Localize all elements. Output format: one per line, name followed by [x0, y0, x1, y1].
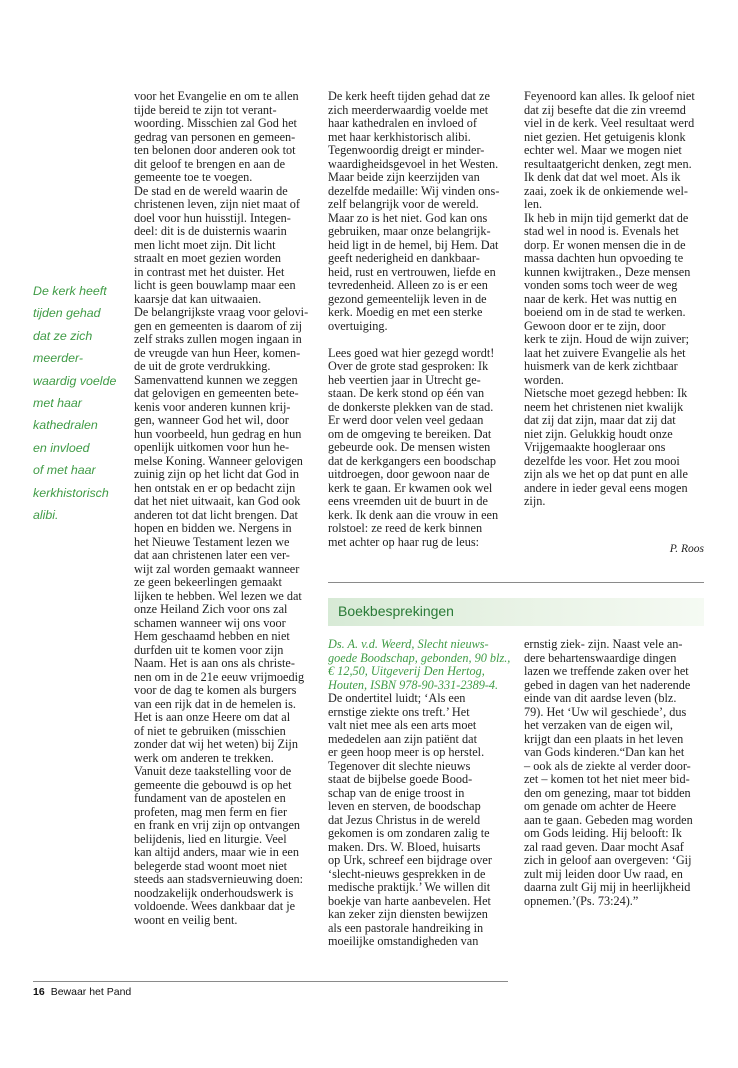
- review-column-2: [524, 638, 704, 908]
- text-line: lazen we treffende zaken over het: [524, 664, 689, 678]
- text-line: massa dachten hun opvoeding te: [524, 251, 684, 265]
- text-line: Over de grote stad gesproken: Ik: [328, 359, 489, 373]
- text-line: ten belonen door anderen ook tot: [134, 143, 296, 157]
- text-line: straalt en moet gezien worden: [134, 251, 281, 265]
- text-line: anderen tot dat licht brengen. Dat: [134, 507, 298, 522]
- text-line: kerk te gaan. Er kwamen ook wel: [328, 480, 493, 495]
- text-line: maken. Drs. W. Bloed, huisarts: [328, 839, 481, 854]
- text-line: Naam. Het is aan ons als christe-: [134, 656, 295, 670]
- text-line: Ik heb in mijn tijd gemerkt dat de: [524, 210, 689, 225]
- column-2-paragraph-2: [328, 347, 508, 550]
- section-divider: [328, 582, 704, 583]
- footer-rule: [33, 981, 508, 982]
- text-line: kunnen kwijtraken., Deze mensen: [524, 264, 691, 279]
- text-line: het verzaken van de eigen wil,: [524, 718, 673, 732]
- text-line: men licht moet zijn. Dit licht: [134, 237, 276, 252]
- text-line: zuinig zijn op het licht dat God in: [134, 467, 300, 481]
- review-text-1: [328, 692, 508, 949]
- text-line: niet gezien. Het getuigenis klonk: [524, 129, 686, 144]
- text-line: – ook als de ziekte al verder door-: [524, 758, 691, 773]
- text-line: huismerk van de kerk zichtbaar: [524, 359, 678, 373]
- text-line: Vrijgemaakte hoogleraar ons: [524, 440, 666, 454]
- text-line: Tegenwoordig dreigt er minder-: [328, 143, 485, 157]
- text-line: onze Heiland Zich voor ons zal: [134, 602, 288, 616]
- text-line: dat aan christenen later een ver-: [134, 548, 290, 562]
- text-line: dat zij dat zijn, maar dat zij dat: [524, 413, 676, 427]
- text-line: Hem geschaamd hebben en niet: [134, 629, 290, 643]
- text-line: of met haar: [33, 463, 96, 478]
- text-line: er geen hoop meer is op herstel.: [328, 745, 485, 759]
- text-line: noodzakelijk onderhoudswerk is: [134, 885, 294, 900]
- text-line: dat gelovigen en gemeenten bete-: [134, 386, 299, 400]
- text-line: gen, wanneer God het wil, door: [134, 413, 289, 427]
- text-line: zijn.: [524, 494, 546, 508]
- text-line: kerkhistorisch: [33, 485, 109, 500]
- text-line: dat de kerkgangers een boodschap: [328, 453, 497, 468]
- text-line: haar kathedralen en invloed of: [328, 116, 477, 130]
- author-signature: P. Roos: [669, 543, 704, 555]
- text-line: Nietsche moet gezegd hebben: Ik: [524, 386, 688, 400]
- text-line: steeds aan stadsvernieuwing doen:: [134, 872, 304, 886]
- text-line: heb veertien jaar in Utrecht ge-: [328, 372, 481, 387]
- text-line: dat zij besefte dat die zin vreemd: [524, 102, 686, 117]
- text-line: zal raad geven. Daar mocht Asaf: [524, 839, 684, 854]
- text-line: mededelen aan zijn patiënt dat: [328, 731, 477, 746]
- text-line: om Gods leiding. Hij belooft: Ik: [524, 826, 682, 840]
- text-line: gedrag van personen en gemeen-: [134, 129, 296, 144]
- text-line: als een pastorale handreiking in: [328, 920, 484, 935]
- text-line: en frank en vrij zijn op ontvangen: [134, 818, 301, 832]
- text-line: viel in de kerk. Veel resultaat werd: [524, 116, 695, 130]
- text-line: heid ligt in de hemel, bij Hem. Dat: [328, 237, 499, 252]
- text-line: naar de kerk. Het was nuttig en: [524, 291, 677, 306]
- text-line: kerk. Moedig en met een sterke: [328, 305, 483, 319]
- text-line: op Urk, schreef een bijdrage over: [328, 853, 492, 867]
- text-line: eens vreemden uit de buurt in de: [328, 494, 488, 508]
- text-line: durfden uit te komen voor zijn: [134, 642, 284, 657]
- text-line: voor de dag te komen als burgers: [134, 683, 297, 697]
- text-line: hun voorbeeld, hun gedrag en hun: [134, 426, 302, 441]
- text-line: resultaatgericht denken, zegt men.: [524, 156, 692, 171]
- text-line: Maar beide zijn keerzijden van: [328, 170, 480, 184]
- text-line: staan. De kerk stond op één van: [328, 386, 485, 400]
- text-line: tijden gehad: [33, 306, 101, 321]
- text-line: met haar kerkhistorisch alibi.: [328, 129, 471, 144]
- text-line: kathedralen: [33, 418, 98, 433]
- text-line: dat ze zich: [33, 328, 93, 343]
- text-line: melse Koning. Wanneer gelovigen: [134, 453, 303, 468]
- text-line: echter wel. Maar we mogen niet: [524, 143, 682, 157]
- text-line: moeilijke omstandigheden van: [328, 934, 479, 948]
- text-line: hopen en bidden we. Nergens in: [134, 521, 292, 535]
- text-line: gebeurde ook. De mensen wisten: [328, 440, 491, 454]
- text-line: Lees goed wat hier gezegd wordt!: [328, 345, 495, 360]
- text-line: nen om in de 21e eeuw vrijmoedig: [134, 669, 305, 684]
- text-line: len.: [524, 197, 543, 211]
- text-line: € 12,50, Uitgeverij Den Hertog,: [328, 664, 485, 678]
- text-line: zelf belangrijk voor de wereld.: [328, 197, 479, 211]
- text-line: krijgt dan een plaats in het leven: [524, 731, 684, 746]
- text-line: gen en gemeenten is daarom of zij: [134, 318, 303, 333]
- text-line: De stad en de wereld waarin de: [134, 183, 288, 198]
- text-line: kaarsje dat kan uitwaaien.: [134, 291, 262, 306]
- text-line: medische praktijk.’ We willen dit: [328, 880, 491, 894]
- text-line: leven en sterven, de boodschap: [328, 799, 481, 813]
- article-column-2: [328, 90, 508, 549]
- text-line: niet zijn. Gelukkig houdt onze: [524, 426, 673, 441]
- text-line: Houten, ISBN 978-90-331-2389-4.: [328, 677, 499, 692]
- text-line: valt niet mee als een arts moet: [328, 718, 477, 732]
- text-line: met haar: [33, 396, 82, 411]
- column-2-paragraph-1: [328, 90, 508, 333]
- text-line: kan altijd anders, maar wie in een: [134, 845, 299, 859]
- text-line: schap van de enige troost in: [328, 785, 465, 800]
- text-line: woont en veilig bent.: [134, 912, 238, 927]
- text-line: gebruiken, maar onze belangrijk-: [328, 224, 491, 238]
- text-line: einde van dit aardse leven (blz.: [524, 691, 677, 705]
- text-line: christenen leven, zijn niet maat of: [134, 197, 300, 211]
- text-line: zich in geloof aan overgeven: ‘Gij: [524, 853, 692, 867]
- text-line: rolstoel: ze reed de kerk binnen: [328, 521, 483, 535]
- text-line: dorp. Er wonen mensen die in de: [524, 237, 686, 252]
- text-line: voor het Evangelie en om te allen: [134, 89, 299, 103]
- text-line: schamen wanneer wij ons voor: [134, 615, 286, 630]
- text-line: boeiend om in de stad te werken.: [524, 305, 686, 319]
- magazine-title: Bewaar het Pand: [50, 986, 132, 998]
- text-line: stad wel in nood is. Evenals het: [524, 224, 679, 238]
- text-line: openlijk uitkomen voor hun he-: [134, 440, 290, 454]
- text-line: dat het niet uitwaait, kan God ook: [134, 494, 301, 508]
- page-footer: [33, 986, 131, 998]
- pull-quote: [33, 280, 125, 526]
- text-line: om genade om achter de Heere: [524, 799, 677, 813]
- text-line: dit geloof te brengen en aan de: [134, 156, 286, 171]
- text-line: 79). Het ‘Uw wil geschiede’, dus: [524, 704, 687, 719]
- text-line: dere behartenswaardige dingen: [524, 650, 677, 665]
- text-line: met achter op haar rug de leus:: [328, 534, 480, 549]
- text-line: De belangrijkste vraag voor gelovi-: [134, 305, 309, 319]
- text-line: van een rijk dat in de hemelen is.: [134, 696, 296, 711]
- text-line: Tegenover dit slechte nieuws: [328, 758, 471, 773]
- text-line: lijken te hebben. Wel lezen we dat: [134, 588, 302, 603]
- text-line: tijde bereid te zijn tot verant-: [134, 102, 277, 117]
- text-line: wijt zal worden gemaakt wanneer: [134, 561, 300, 576]
- text-line: Vanuit deze taakstelling voor de: [134, 764, 292, 778]
- text-line: aan te gaan. Gebeden mag worden: [524, 812, 693, 827]
- text-line: de uit de grote verdrukking.: [134, 359, 271, 373]
- text-line: Ds. A. v.d. Weerd, Slecht nieuws-: [328, 637, 489, 651]
- text-line: den om genezing, maar tot bidden: [524, 785, 691, 800]
- text-line: zult mij leiden door Uw raad, en: [524, 866, 683, 881]
- text-line: of niet te gebruiken (misschien: [134, 723, 286, 738]
- text-line: daarna zult Gij mij in heerlijkheid: [524, 880, 691, 894]
- text-line: Ik denk dat dat wel moet. Als ik: [524, 170, 681, 184]
- text-line: kan zeker zijn diensten bewijzen: [328, 907, 488, 921]
- text-line: de vreugde van hun Heer, komen-: [134, 345, 301, 360]
- section-header-bar: [328, 598, 704, 626]
- text-line: staat de bijbelse goede Bood-: [328, 772, 473, 786]
- text-line: kerk te zijn. Houd de wijn zuiver;: [524, 332, 689, 346]
- text-line: ‘slecht-nieuws gesprekken in de: [328, 866, 486, 881]
- text-line: en invloed: [33, 440, 90, 455]
- text-line: neem het christenen niet kwalijk: [524, 399, 684, 414]
- text-line: om de omgeving te bereiken. Dat: [328, 426, 492, 441]
- text-line: zonder dat wij het weten) bij Zijn: [134, 737, 298, 751]
- text-line: tevredenheid. Alleen zo is er een: [328, 278, 488, 292]
- text-line: zijn als we het op dat punt en alle: [524, 467, 688, 481]
- text-line: profeten, mag men ferm en fier: [134, 804, 288, 819]
- text-line: ze geen bekeerlingen gemaakt: [134, 575, 282, 589]
- text-line: heid, rust en vertrouwen, liefde en: [328, 264, 496, 279]
- text-line: fundament van de apostelen en: [134, 791, 286, 805]
- text-line: in contrast met het duister. Het: [134, 264, 285, 279]
- section-title: Boekbesprekingen: [338, 603, 454, 619]
- text-line: zet – komen tot het niet meer bid-: [524, 772, 690, 786]
- text-line: overtuiging.: [328, 318, 388, 333]
- text-line: alibi.: [33, 508, 59, 523]
- text-line: gekomen is om zondaren zalig te: [328, 826, 490, 840]
- text-line: goede Boodschap, gebonden, 90 blz.,: [328, 650, 511, 665]
- text-line: woording. Misschien zal God het: [134, 116, 297, 130]
- text-line: Het is aan onze Heere om dat al: [134, 710, 291, 724]
- text-line: zich meerderwaardig voelde met: [328, 102, 489, 117]
- text-line: dat Jezus Christus in de wereld: [328, 812, 481, 827]
- text-line: kenis voor anderen kunnen krij-: [134, 399, 291, 414]
- text-line: deel: dit is de duisternis waarin: [134, 224, 287, 238]
- text-line: worden.: [524, 372, 564, 387]
- text-line: licht is geen bouwlamp maar een: [134, 278, 296, 292]
- text-line: van Gods kinderen.“Dan kan het: [524, 745, 685, 759]
- text-line: dezelfde les voor. Het zou mooi: [524, 453, 680, 468]
- text-line: het Nieuwe Testament lezen we: [134, 534, 290, 549]
- text-line: boekje van harte aanbevelen. Het: [328, 893, 491, 908]
- book-reference: [328, 637, 511, 692]
- text-line: gemeente die gebouwd is op het: [134, 777, 292, 792]
- text-line: meerder-: [33, 351, 84, 366]
- text-line: belegerde stad woont moet niet: [134, 858, 288, 873]
- text-line: ernstig ziek- zijn. Naast vele an-: [524, 637, 683, 651]
- review-column-1: [328, 637, 511, 949]
- text-line: Er werd door velen veel gedaan: [328, 413, 484, 427]
- text-line: zelf straks zullen mogen ingaan in: [134, 332, 302, 346]
- text-line: gezond gemeentelijk leven in de: [328, 291, 487, 306]
- text-line: Samenvattend kunnen we zeggen: [134, 372, 298, 387]
- text-line: laat het zuivere Evangelie als het: [524, 345, 686, 360]
- text-line: De kerk heeft tijden gehad dat ze: [328, 89, 490, 103]
- text-line: waardigheidsgevoel in het Westen.: [328, 156, 499, 171]
- text-line: waardig voelde: [33, 373, 117, 388]
- text-line: uitdroegen, door gewoon naar de: [328, 467, 490, 481]
- page-number: 16: [33, 986, 45, 998]
- text-line: de donkerste plekken van de stad.: [328, 399, 494, 414]
- text-line: werk om anderen te trekken.: [134, 750, 274, 765]
- text-line: voldoende. Wees dankbaar dat je: [134, 899, 296, 913]
- text-line: gemeente toe te voegen.: [134, 170, 253, 184]
- text-line: hen ontstak en er op bedacht zijn: [134, 480, 296, 495]
- text-line: De ondertitel luidt; ‘Als een: [328, 691, 466, 705]
- text-line: dezelfde medaille: Wij vinden ons-: [328, 183, 500, 198]
- text-line: belijdenis, lied en liturgie. Veel: [134, 831, 287, 846]
- text-line: ernstige ziekte ons treft.’ Het: [328, 704, 470, 719]
- text-line: opnemen.’(Ps. 73:24).”: [524, 893, 639, 908]
- text-line: gebed in dagen van het naderende: [524, 677, 691, 692]
- article-column-3: [524, 90, 704, 509]
- text-line: De kerk heeft: [33, 284, 107, 298]
- text-line: Maar zo is het niet. God kan ons: [328, 210, 488, 225]
- text-line: vonden soms toch weer de weg: [524, 278, 678, 292]
- text-line: kerk. Ik denk aan die vrouw in een: [328, 507, 499, 522]
- text-line: andere in ieder geval eens mogen: [524, 480, 688, 495]
- article-column-1: [134, 90, 314, 927]
- text-line: doel voor hun huisstijl. Integen-: [134, 210, 291, 225]
- text-line: Gewoon door er te zijn, door: [524, 318, 666, 333]
- text-line: zaai, zoek ik de onkiemende wel-: [524, 183, 688, 198]
- text-line: Feyenoord kan alles. Ik geloof niet: [524, 89, 695, 103]
- text-line: geeft nederigheid en dankbaar-: [328, 251, 480, 265]
